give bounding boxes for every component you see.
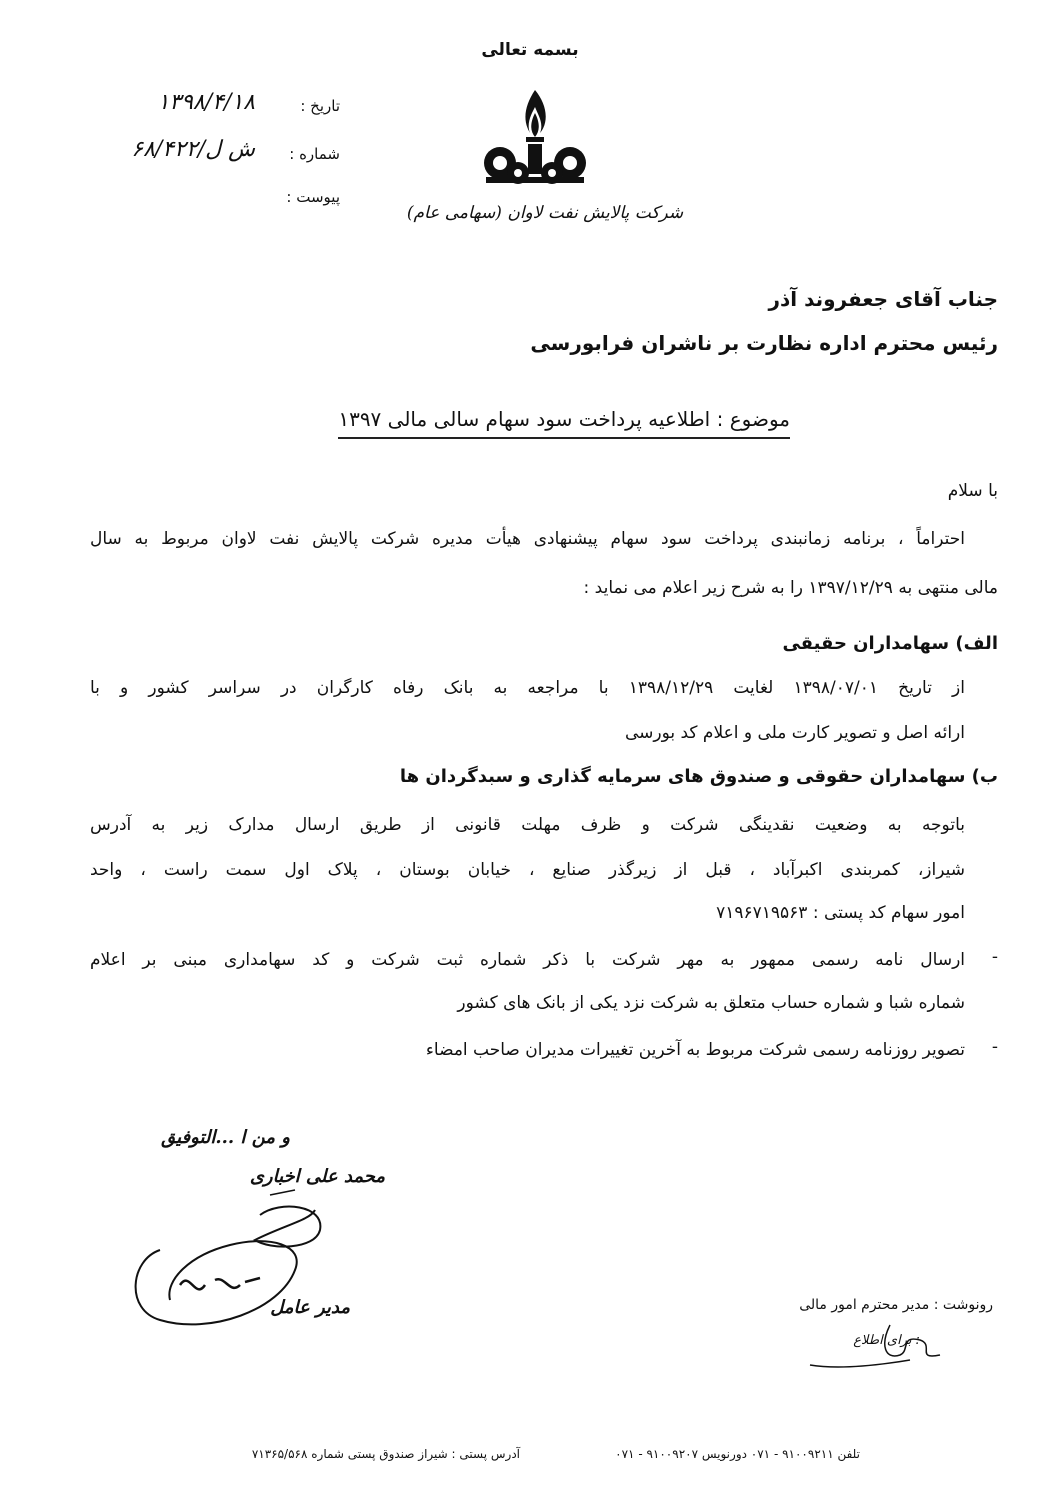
footer-address: آدرس پستی : شیراز صندوق پستی شماره ۷۱۳۶۵/۵۶۸: [251, 1447, 520, 1461]
number-label: شماره :: [289, 145, 340, 163]
company-logo-icon: [470, 85, 600, 195]
greeting: با سلام: [947, 481, 998, 501]
signer-title: مدیر عامل: [270, 1297, 350, 1318]
section-b-line-1: باتوجه به وضعیت نقدینگی شرکت و ظرف مهلت قانونی از طریق ارسال مدارک زیر به آدرس: [90, 815, 965, 835]
section-a-title: الف) سهامداران حقیقی: [782, 633, 998, 654]
addressee-title: رئیس محترم اداره نظارت بر ناشران فرابورسی: [530, 331, 998, 355]
basmala: بسمه تعالی: [481, 40, 579, 60]
subject-line: موضوع : اطلاعیه پرداخت سود سهام سالی مالی ۱۳۹۷: [338, 407, 790, 439]
cc-initials-icon: [800, 1315, 950, 1375]
section-a-line-1: از تاریخ ۱۳۹۸/۰۷/۰۱ لغایت ۱۳۹۸/۱۲/۲۹ با مراجعه به بانک رفاه کارگران در سراسر کشور و با: [90, 678, 965, 698]
footer-phone: تلفن ۹۱۰۰۹۲۱۱ - ۰۷۱ دورنویس ۹۱۰۰۹۲۰۷ - ۰۷۱: [615, 1447, 860, 1461]
section-b-line-2: شیراز، کمربندی اکبرآباد ، قبل از زیرگذر صنایع ، خیابان بوستان ، پلاک اول سمت راست ، واحد: [90, 860, 965, 880]
cc-line-1: رونوشت : مدیر محترم امور مالی: [799, 1297, 993, 1313]
addressee-name: جناب آقای جعفروند آذر: [768, 287, 998, 311]
section-a-line-2: ارائه اصل و تصویر کارت ملی و اعلام کد بورسی: [624, 723, 965, 743]
bullet-2-line-1: تصویر روزنامه رسمی شرکت مربوط به آخرین تغییرات مدیران صاحب امضاء: [425, 1040, 965, 1060]
cc-line-2: : برای اطلاع: [853, 1333, 920, 1348]
number-value: ش ل/۶۸/۴۲۲: [131, 137, 255, 162]
bullet-dash-1: -: [991, 947, 998, 967]
bullet-dash-2: -: [991, 1037, 998, 1057]
section-b-line-3: امور سهام کد پستی : ۷۱۹۶۷۱۹۵۶۳: [716, 903, 965, 923]
intro-line-1: احتراماً ، برنامه زمانبندی پرداخت سود سهام پیشنهادی هیأت مدیره شرکت پالایش نفت لاوان مربوط به سال: [90, 529, 965, 549]
company-name: شرکت پالایش نفت لاوان (سهامی عام): [406, 203, 684, 223]
signer-name: محمد علی اخباری: [249, 1166, 385, 1187]
intro-line-2: مالی منتهی به ۱۳۹۷/۱۲/۲۹ را به شرح زیر اعلام می نماید :: [583, 578, 998, 598]
section-b-title: ب) سهامداران حقوقی و صندوق های سرمایه گذاری و سبدگردان ها: [399, 766, 998, 787]
bullet-1-line-2: شماره شبا و شماره حساب متعلق به شرکت نزد یکی از بانک های کشور: [457, 993, 965, 1013]
attachment-label: پیوست :: [286, 188, 340, 206]
bullet-1-line-1: ارسال نامه رسمی ممهور به مهر شرکت با ذکر شماره ثبت شرکت و کد سهامداری مبنی بر اعلام: [90, 950, 965, 970]
date-value: ۱۳۹۸/۴/۱۸: [157, 90, 255, 115]
date-label: تاریخ :: [300, 97, 340, 115]
closing-text: و من ا ...التوفیق: [161, 1127, 290, 1148]
